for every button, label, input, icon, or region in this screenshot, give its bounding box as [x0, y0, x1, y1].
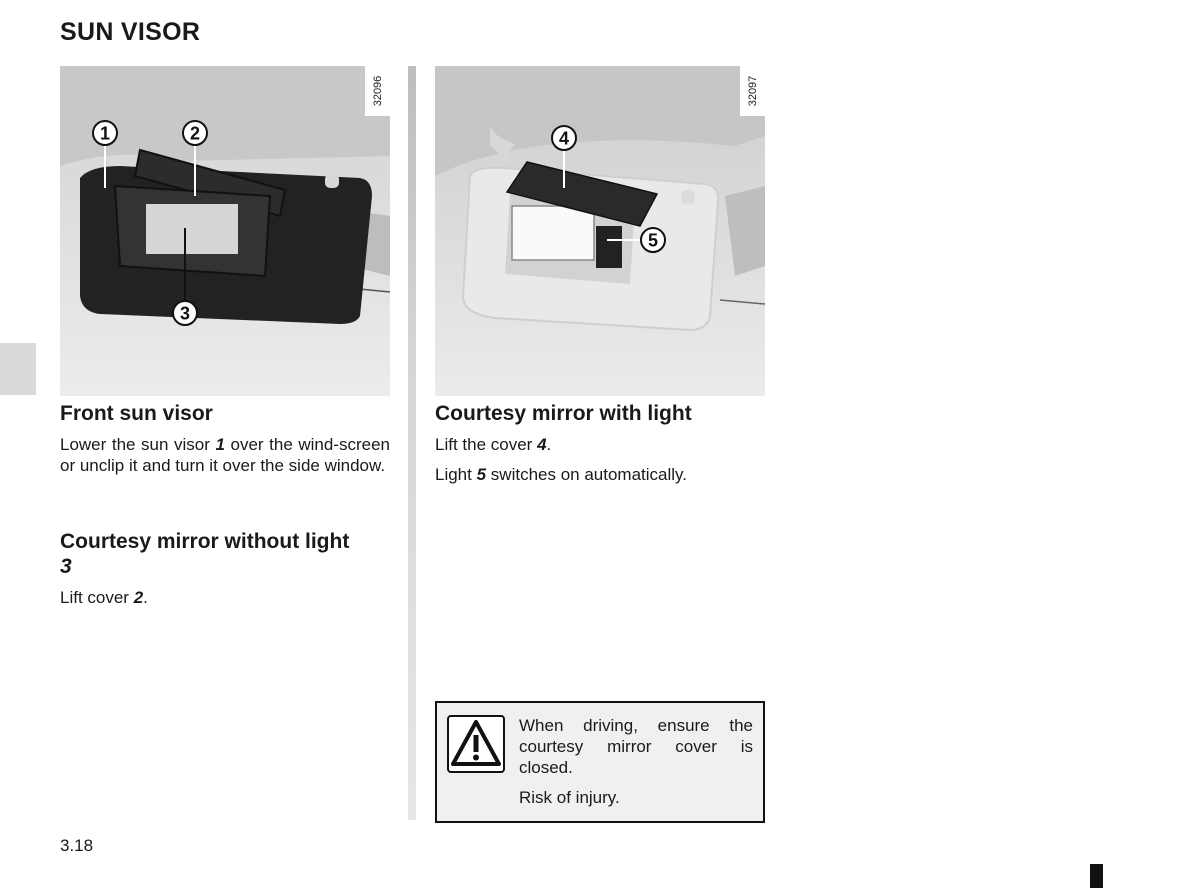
callout-5: 5 [647, 230, 659, 251]
column-divider [408, 66, 416, 820]
section-heading: Front sun visor [60, 402, 213, 425]
ref-number: 3 [60, 555, 72, 578]
section-heading: Courtesy mirror without light 3 [60, 530, 350, 578]
warning-risk: Risk of injury. [519, 788, 620, 807]
callout-3: 3 [179, 303, 191, 324]
warning-triangle-icon [447, 715, 505, 773]
page-number: 3.18 [60, 836, 94, 855]
front-sun-visor-section [60, 401, 390, 476]
figure-ref-number: 32097 [746, 75, 759, 107]
section-text-cover: Lift the cover 4. [435, 435, 552, 454]
callout-2: 2 [189, 123, 201, 144]
courtesy-mirror-light-illustration [435, 66, 765, 396]
front-sun-visor-illustration [60, 66, 390, 396]
section-text: Lift cover 2. [60, 588, 148, 607]
section-text-light: Light 5 switches on automatically. [435, 465, 687, 484]
mirror-with-light-section [435, 401, 765, 485]
ref-number: 2 [133, 588, 144, 607]
callout-4: 4 [558, 128, 570, 149]
callout-1: 1 [99, 123, 111, 144]
ref-number: 1 [215, 435, 225, 454]
chapter-tab [0, 343, 36, 395]
warning-text [519, 715, 753, 808]
section-text: Lower the sun visor 1 over the wind-screen or unclip it and turn it over the side window. [60, 435, 390, 475]
page-title: SUN VISOR [60, 18, 201, 46]
warning-box [435, 701, 765, 823]
figure-ref-box [740, 66, 765, 116]
figure-ref-number: 32096 [371, 75, 384, 107]
page-edge-marker [1090, 864, 1103, 888]
figure-ref-box [365, 66, 390, 116]
ref-number: 5 [476, 465, 487, 484]
mirror-without-light-section [60, 529, 360, 608]
warning-message: When driving, ensure the courtesy mirror cover is closed. [519, 716, 753, 777]
ref-number: 4 [537, 435, 547, 454]
section-heading: Courtesy mirror with light [435, 402, 692, 425]
